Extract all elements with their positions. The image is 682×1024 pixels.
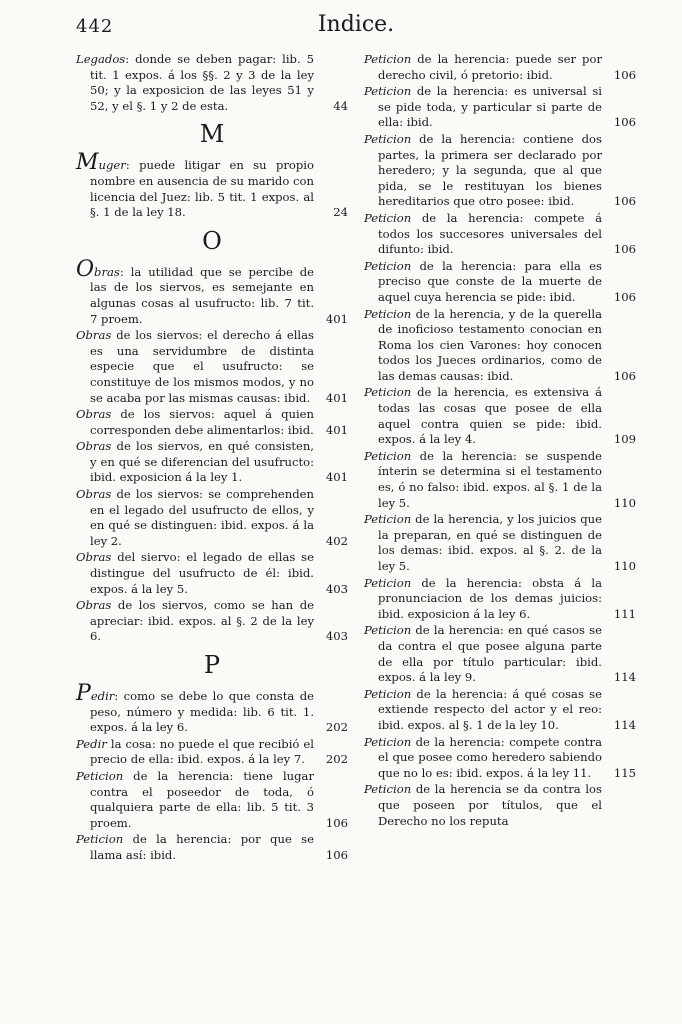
entry-term: Peticion (76, 832, 124, 847)
entry-term: Peticion (364, 734, 412, 749)
entry-page-ref: 44 (333, 98, 348, 113)
entry-text: : puede litigar en su propio nombre en ausencia de su marido con licencia del Juez: lib. 5 tit. 1 expos. al §. 1 de la ley 18. (90, 158, 314, 220)
entry-term: Obras (76, 328, 112, 343)
entry-page-ref: 24 (333, 205, 348, 220)
index-columns (76, 52, 636, 865)
index-entry (76, 550, 348, 597)
index-entry (76, 52, 348, 114)
entry-text: de la herencia: á qué cosas se extiende respecto del actor y el reo: ibid. expos. al §. 1 de la ley 10. (378, 686, 602, 732)
entry-page-ref: 114 (613, 670, 636, 685)
entry-page-ref: 106 (325, 847, 348, 862)
entry-text: de la herencia, es extensiva á todas las cosas que posee de ella aquel contra quien se pide: ibid. expos. á la ley 4. (378, 385, 602, 447)
entry-text: de la herencia: para ella es preciso que conste de la muerte de aquel cuya herencia se pide: ibid. (378, 258, 602, 304)
entry-page-ref: 106 (613, 368, 636, 383)
left-column (76, 52, 348, 865)
entry-text: de la herencia: tiene lugar contra el poseedor de toda, ó qualquiera parte de ella: lib. 5 tit. 3 proem. (90, 768, 314, 830)
entry-page-ref: 403 (325, 629, 348, 644)
index-entry (76, 328, 348, 406)
index-entry (364, 623, 636, 685)
entry-page-ref: 401 (325, 422, 348, 437)
entry-term: Peticion (364, 258, 412, 273)
entry-term: Peticion (364, 623, 412, 638)
entry-page-ref: 110 (613, 495, 636, 510)
entry-page-ref: 106 (613, 194, 636, 209)
index-entry (364, 259, 636, 306)
entry-term: Peticion (364, 512, 412, 527)
entry-term: Peticion (364, 210, 412, 225)
entry-text: de la herencia se da contra los que poseen por títulos, que el Derecho no los reputa (378, 782, 602, 828)
entry-page-ref: 202 (325, 720, 348, 735)
entry-term: Muger (76, 150, 126, 176)
entry-text: : como se debe lo que consta de peso, número y medida: lib. 6 tit. 1. expos. á la ley 6. (90, 689, 314, 735)
entry-page-ref: 106 (325, 815, 348, 830)
entry-text: de la herencia: se suspende ínterin se determina si el testamento es, ó no falso: ibid. expos. al §. 1 de la ley 5. (378, 448, 602, 510)
page-header (76, 12, 636, 46)
entry-page-ref: 111 (613, 606, 636, 621)
entry-text: de los siervos, en qué consisten, y en qué se diferencian del usufructo: ibid. exposicion á la ley 1. (90, 439, 314, 485)
right-column (364, 52, 636, 865)
index-entry (76, 256, 348, 327)
index-entry (76, 487, 348, 549)
index-entry (364, 576, 636, 623)
entry-page-ref: 114 (613, 717, 636, 732)
entry-term: Peticion (76, 768, 124, 783)
entry-term: Peticion (364, 448, 412, 463)
entry-page-ref: 401 (325, 390, 348, 405)
page-number: 442 (76, 16, 114, 37)
entry-term: Peticion (364, 52, 412, 66)
entry-term: Peticion (364, 84, 412, 99)
index-entry (364, 735, 636, 782)
entry-term: Legados (76, 52, 126, 66)
entry-text: de la herencia: en qué casos se da contra el que posee alguna parte de ella por título particular: ibid. expos. á la ley 9. (378, 623, 602, 685)
entry-term: Obras (76, 256, 120, 282)
index-entry (76, 769, 348, 831)
entry-text: de la herencia: obsta á la pronunciacion de los demas juicios: ibid. exposicion á la ley 6. (378, 575, 602, 621)
page-title: Indice. (317, 12, 395, 37)
entry-term: Peticion (364, 131, 412, 146)
entry-page-ref: 115 (613, 765, 636, 780)
entry-term: Peticion (364, 306, 412, 321)
entry-text: de los siervos: aquel á quien corresponden debe alimentarlos: ibid. (90, 407, 314, 437)
entry-page-ref: 402 (325, 533, 348, 548)
index-entry (76, 439, 348, 486)
entry-page-ref: 109 (613, 432, 636, 447)
section-letter-heading: P (203, 651, 221, 679)
index-entry (76, 150, 348, 220)
index-entry (76, 737, 348, 768)
entry-text: de la herencia: compete contra el que posee como heredero sabiendo que no lo es: ibid. expos. á la ley 11. (378, 734, 602, 780)
entry-term: Peticion (364, 686, 412, 701)
entry-term: Pedir (76, 681, 115, 706)
entry-term: Obras (76, 487, 112, 502)
index-entry (364, 307, 636, 385)
entry-page-ref: 202 (325, 752, 348, 767)
entry-page-ref: 401 (325, 470, 348, 485)
entry-text: de la herencia, y de la querella de inoficioso testamento conocian en Roma los cien Varones: hoy conocen todos los Jueces ordinarios, como de las demas causas: ibid. (378, 306, 602, 383)
index-entry (364, 385, 636, 447)
index-entry (76, 407, 348, 438)
index-entry (364, 512, 636, 574)
entry-text: la cosa: no puede el que recibió el precio de ella: ibid. expos. á la ley 7. (90, 736, 314, 767)
section-letter-heading: M (199, 120, 225, 149)
index-entry (364, 84, 636, 131)
entry-text: de la herencia: puede ser por derecho civil, ó pretorio: ibid. (378, 52, 602, 82)
index-entry (76, 681, 348, 736)
entry-term: Peticion (364, 385, 412, 400)
entry-text: de los siervos, como se han de apreciar: ibid. expos. al §. 2 de la ley 6. (90, 598, 314, 644)
index-entry (364, 449, 636, 511)
entry-text: de la herencia: es universal si se pide toda, y particular si parte de ella: ibid. (378, 84, 602, 130)
index-entry (364, 782, 636, 829)
index-entry (364, 52, 636, 83)
section-letter-heading: O (202, 226, 222, 255)
index-entry (364, 211, 636, 258)
entry-term: Pedir (76, 736, 107, 751)
entry-text: de la herencia: compete á todos los succesores universales del difunto: ibid. (378, 210, 602, 257)
entry-term: Peticion (364, 575, 412, 590)
entry-page-ref: 106 (613, 242, 636, 257)
entry-page-ref: 106 (613, 115, 636, 130)
entry-text: : donde se deben pagar: lib. 5 tit. 1 expos. á los §§. 2 y 3 de la ley 50; y la exposicion de las leyes 51 y 52, y el §. 1 y 2 de esta. (90, 52, 314, 113)
entry-page-ref: 110 (613, 559, 636, 573)
entry-text: de los siervos: se comprehenden en el legado del usufructo de ellos, y en qué se distinguen: ibid. expos. á la ley 2. (90, 487, 314, 548)
entry-page-ref: 106 (613, 289, 636, 304)
entry-text: de la herencia, y los juicios que la preparan, en qué se distinguen de los demas: ibid. expos. al §. 2. de la ley 5. (378, 512, 602, 573)
entry-term: Obras (76, 598, 112, 613)
index-entry (76, 832, 348, 863)
entry-page-ref: 403 (325, 581, 348, 596)
entry-text: de los siervos: el derecho á ellas es una servidumbre de distinta especie que el usufructo: se constituye de los mismos modos, y no se acaba por las mismas causas: ibid. (90, 328, 314, 405)
index-entry (76, 598, 348, 645)
entry-page-ref: 401 (325, 311, 348, 326)
entry-text: de la herencia: contiene dos partes, la primera ser declarado por heredero; y la segunda, que al que pida, se le restituyan los bienes hereditarios que otro posee: ibid. (378, 131, 602, 209)
entry-term: Obras (76, 550, 112, 565)
entry-text: de la herencia: por que se llama así: ibid. (90, 832, 314, 862)
entry-term: Peticion (364, 782, 412, 797)
entry-term: Obras (76, 407, 112, 422)
index-entry (364, 132, 636, 210)
entry-term: Obras (76, 439, 112, 454)
entry-text: del siervo: el legado de ellas se distingue del usufructo de él: ibid. expos. á la ley 5. (90, 550, 314, 596)
entry-text: : la utilidad que se percibe de las de los siervos, es semejante en algunas cosas al usufructo: lib. 7 tit. 7 proem. (90, 264, 314, 326)
entry-page-ref: 106 (613, 67, 636, 82)
index-entry (364, 687, 636, 734)
